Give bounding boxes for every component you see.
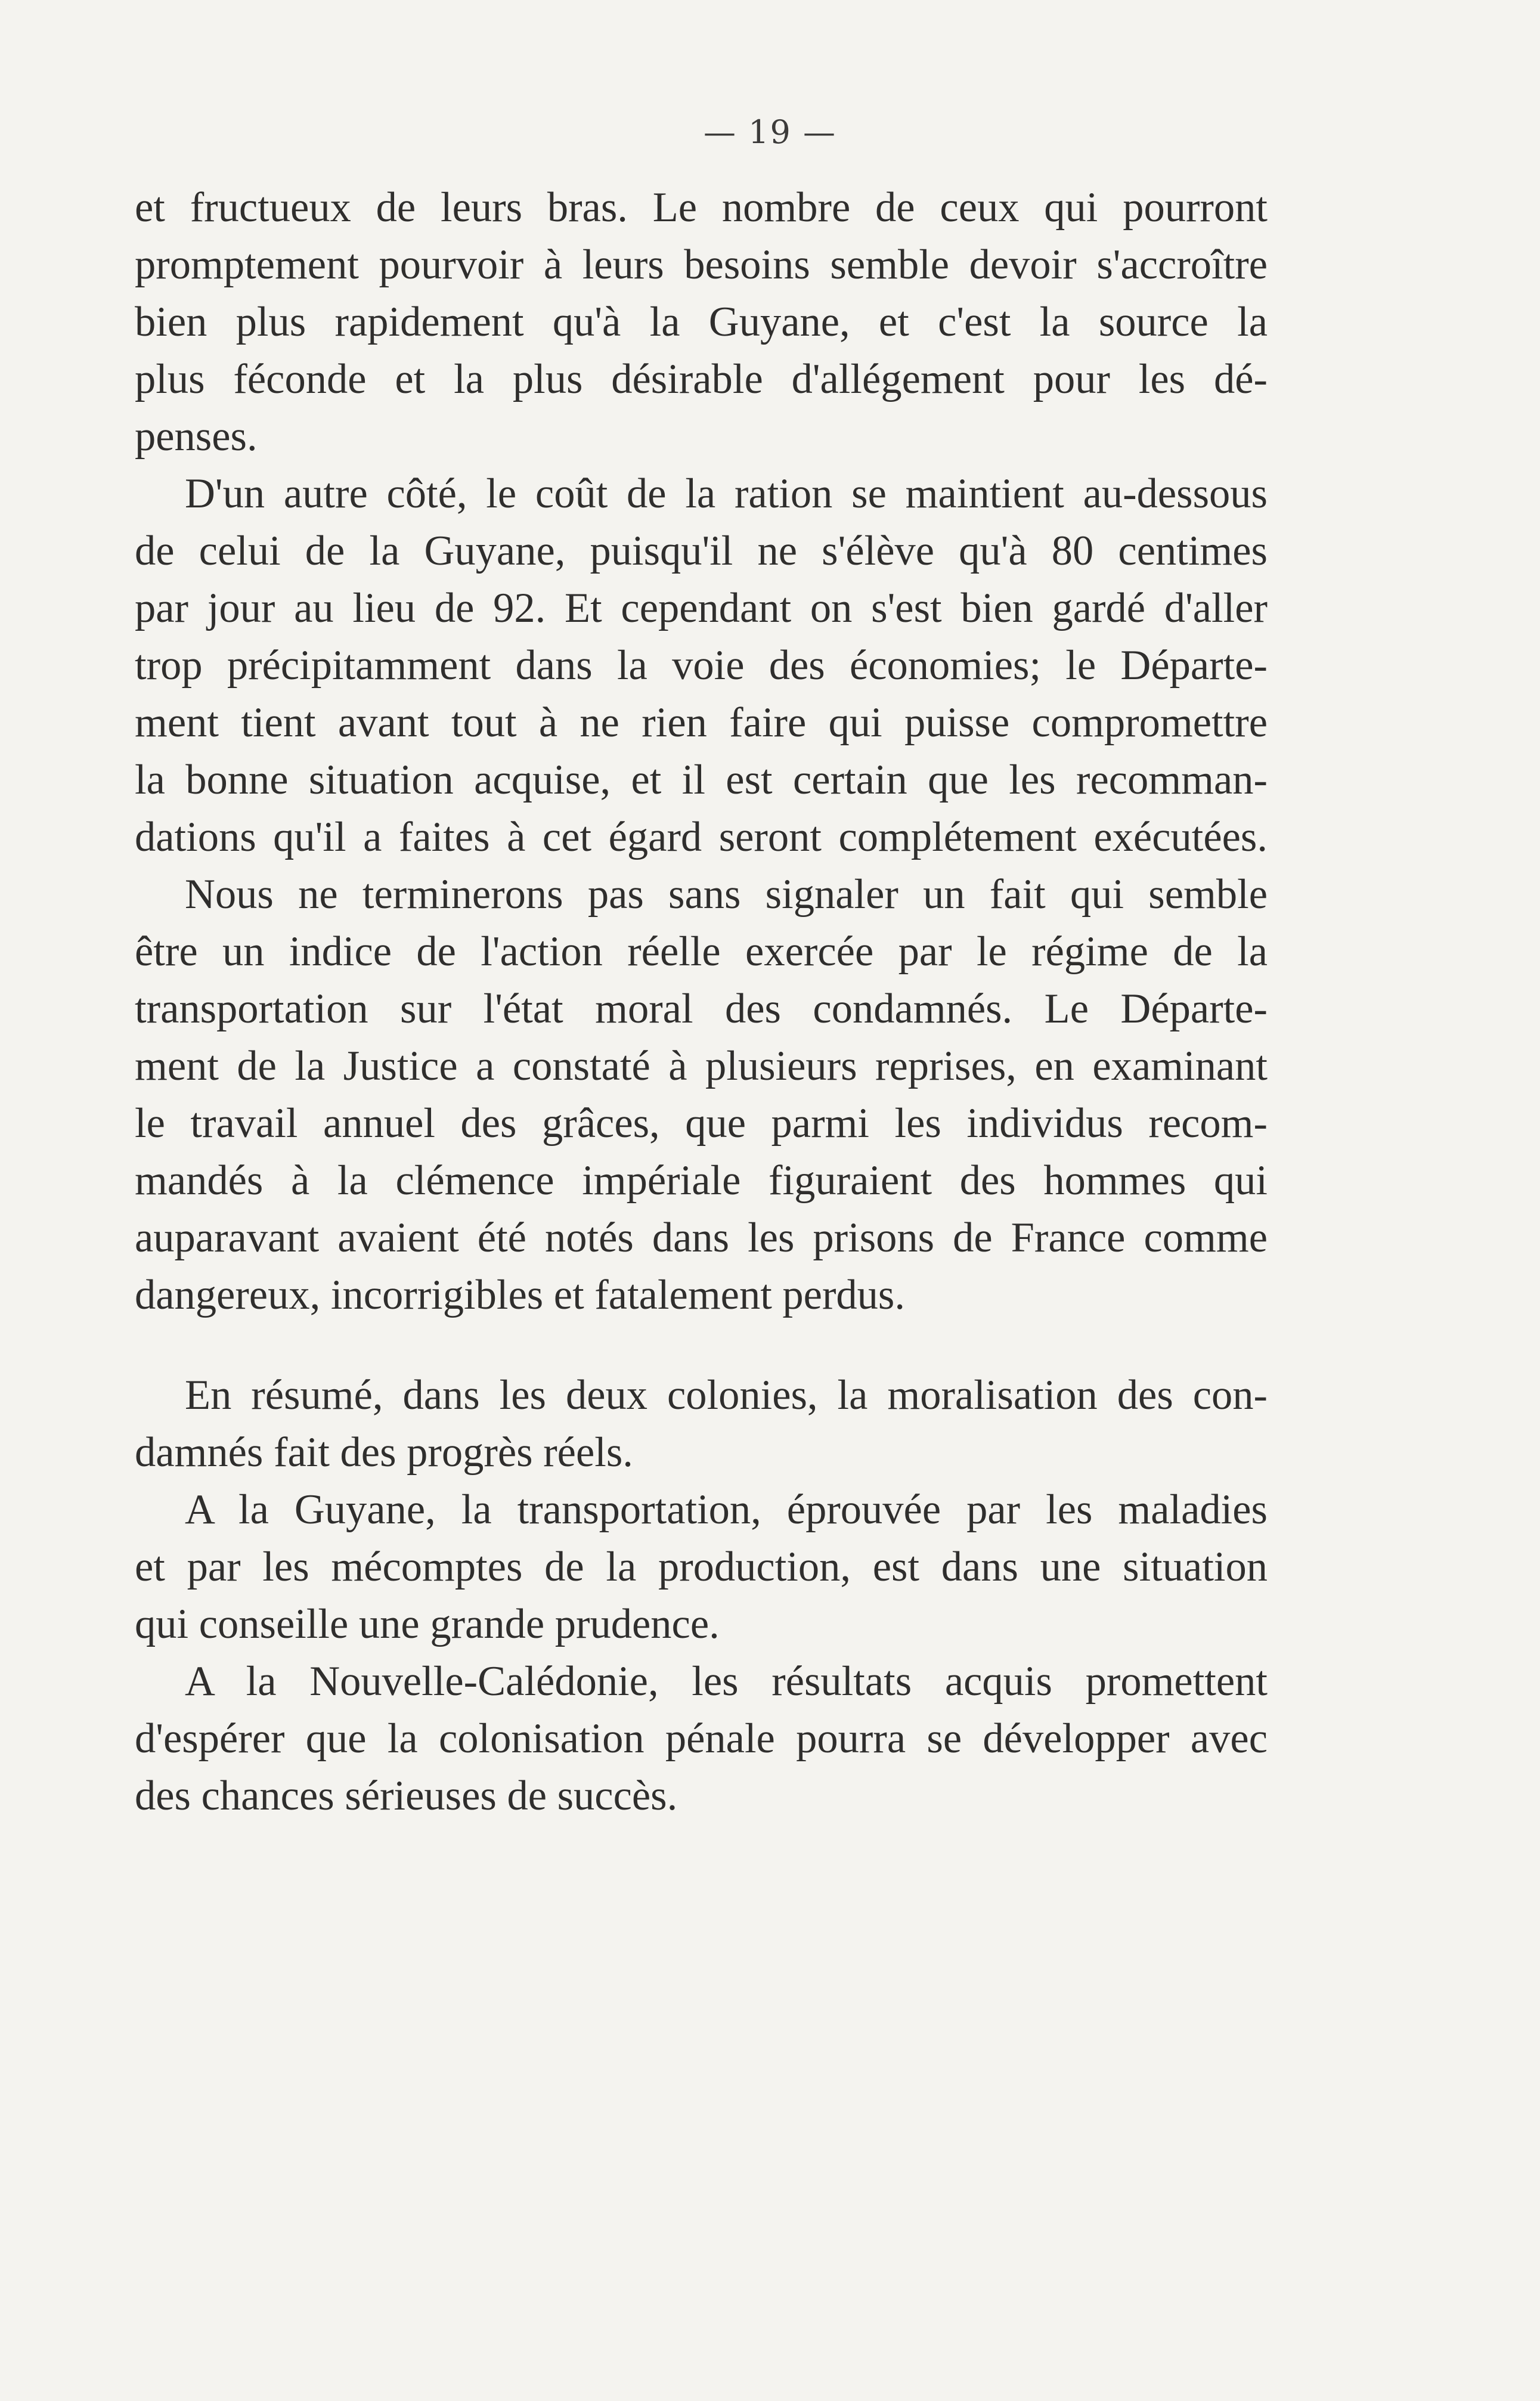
text-line: et fructueux de leurs bras. Le nombre de ceux qui pourront: [135, 184, 1268, 231]
text-line: de celui de la Guyane, puisqu'il ne s'élève qu'à 80 centimes: [135, 528, 1268, 574]
text-line: transportation sur l'état moral des condamnés. Le Départe-: [135, 986, 1268, 1032]
text-line: D'un autre côté, le coût de la ration se maintient au-dessous: [185, 470, 1268, 517]
text-line: ment tient avant tout à ne rien faire qui puisse compromettre: [135, 699, 1268, 746]
text-line: des chances sérieuses de succès.: [135, 1773, 678, 1819]
text-line: plus féconde et la plus désirable d'allégement pour les dé-: [135, 356, 1268, 402]
body-text-section-1: [135, 179, 1268, 1324]
text-line: qui conseille une grande prudence.: [135, 1601, 720, 1647]
text-line: promptement pourvoir à leurs besoins semble devoir s'accroître: [135, 241, 1268, 288]
text-line: auparavant avaient été notés dans les prisons de France comme: [135, 1215, 1268, 1261]
text-line: ment de la Justice a constaté à plusieurs reprises, en examinant: [135, 1043, 1268, 1089]
body-text-section-2: [135, 1367, 1268, 1824]
text-line: A la Guyane, la transportation, éprouvée par les maladies: [185, 1486, 1268, 1533]
text-line: dangereux, incorrigibles et fatalement perdus.: [135, 1272, 905, 1318]
text-line: bien plus rapidement qu'à la Guyane, et c'est la source la: [135, 299, 1268, 345]
text-line: damnés fait des progrès réels.: [135, 1429, 633, 1476]
text-line: penses.: [135, 413, 258, 460]
text-line: et par les mécomptes de la production, est dans une situation: [135, 1544, 1268, 1590]
text-line: Nous ne terminerons pas sans signaler un fait qui semble: [185, 871, 1268, 918]
text-line: la bonne situation acquise, et il est certain que les recomman-: [135, 757, 1268, 803]
text-line: En résumé, dans les deux colonies, la moralisation des con-: [185, 1372, 1268, 1418]
text-line: dations qu'il a faites à cet égard seront complétement exécutées.: [135, 814, 1268, 860]
text-line: d'espérer que la colonisation pénale pourra se développer avec: [135, 1715, 1268, 1762]
text-line: A la Nouvelle-Calédonie, les résultats acquis promettent: [185, 1658, 1268, 1705]
text-line: trop précipitamment dans la voie des économies; le Départe-: [135, 642, 1268, 689]
text-line: mandés à la clémence impériale figuraient des hommes qui: [135, 1157, 1268, 1204]
text-line: être un indice de l'action réelle exercée par le régime de la: [135, 928, 1268, 975]
text-line: le travail annuel des grâces, que parmi les individus recom-: [135, 1100, 1268, 1147]
page-number: — 19 —: [703, 113, 837, 151]
text-line: par jour au lieu de 92. Et cependant on s'est bien gardé d'aller: [135, 585, 1268, 631]
